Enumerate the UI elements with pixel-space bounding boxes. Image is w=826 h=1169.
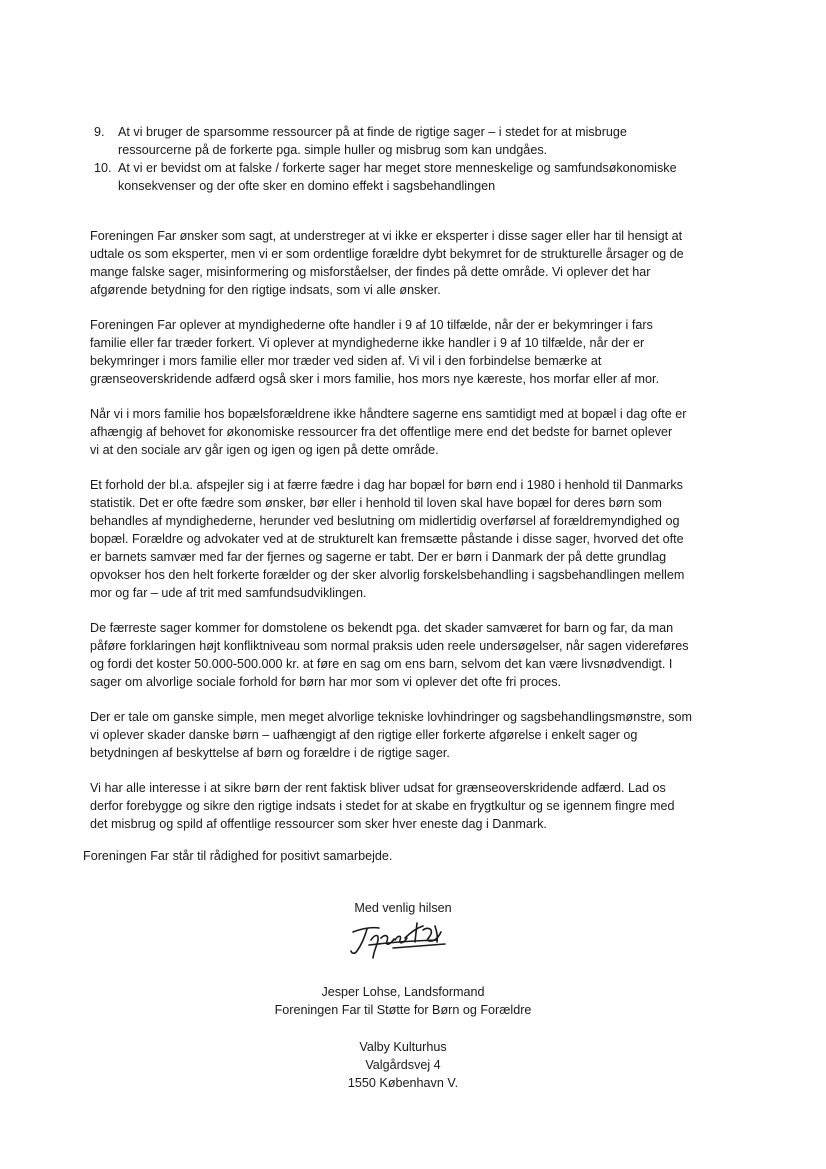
text-line: At vi er bevidst om at falske / forkerte sager har meget store menneskelige og samfundsøkonomiske xyxy=(118,161,677,175)
text-line: sager om alvorlige sociale forhold for børn har mor som vi oplever det ofte fri proces. xyxy=(90,675,562,689)
text-line: påføre forklaringen højt konfliktniveau som normal praksis uden reele undersøgelser, når sagen videreføres xyxy=(90,639,689,653)
text-line: mor og far – ude af trit med samfundsudviklingen. xyxy=(90,586,367,600)
text-line: Når vi i mors familie hos bopælsforældrene ikke håndtere sagerne ens samtidigt med at bopæl i dag ofte er xyxy=(90,407,687,421)
text-line: det misbrug og spild af offentlige ressourcer som sker hver eneste dag i Danmark. xyxy=(90,817,547,831)
greeting: Med venlig hilsen xyxy=(354,901,452,915)
text-line: De færreste sager kommer for domstolene os bekendt pga. det skader samværet for barn og far, da man xyxy=(90,621,674,635)
text-line: grænseoverskridende adfærd også sker i mors familie, hos mors nye kæreste, hos morfar eller af mor. xyxy=(90,372,660,386)
text-line: mange falske sager, misinformering og misforståelser, der findes på dette område. Vi oplever det har xyxy=(90,265,651,279)
paragraph-courts xyxy=(90,619,740,691)
text-line: udtale os som eksperter, men vi er som ordentlige forældre dybt bekymret for de strukturelle årsager og de xyxy=(90,247,684,261)
address-line: Valby Kulturhus xyxy=(359,1040,447,1054)
text-line: Der er tale om ganske simple, men meget alvorlige tekniske lovhindringer og sagsbehandlingsmønstre, som xyxy=(90,710,692,724)
text-line: konsekvenser og der ofte sker en domino effekt i sagsbehandlingen xyxy=(118,179,496,193)
address-line: 1550 København V. xyxy=(347,1076,459,1090)
text-line: vi at den sociale arv går igen og igen og igen på dette område. xyxy=(90,443,439,457)
text-line: behandles af myndighederne, herunder ved beslutning om midlertidig overførsel af forældremyndighed og xyxy=(90,514,680,528)
list-item-text xyxy=(118,159,734,195)
list-item-10 xyxy=(94,159,734,195)
list-item-9 xyxy=(94,123,734,159)
address-line: Valgårdsvej 4 xyxy=(365,1058,441,1072)
text-line: Et forhold der bl.a. afspejler sig i at færre fædre i dag har bopæl for børn end i 1980 i henhold til Danmarks xyxy=(90,478,683,492)
list-item-text xyxy=(118,123,734,159)
text-line: bopæl. Forældre og advokater ved at de strukturelt kan fremsætte påstande i disse sager, hvorved det ofte xyxy=(90,532,684,546)
paragraph-legal-obstacles xyxy=(90,708,740,762)
text-line: og fordi det koster 50.000-500.000 kr. at føre en sag om ens barn, selvom det kan være livsnødvendigt. I xyxy=(90,657,673,671)
list-item-number: 9. xyxy=(94,125,105,139)
closing-line: Foreningen Far står til rådighed for positivt samarbejde. xyxy=(83,849,393,863)
text-line: bekymringer i mors familie eller mor træder ved siden af. Vi vil i den forbindelse bemærke at xyxy=(90,354,602,368)
numbered-list xyxy=(94,123,734,195)
signatory-name-title: Jesper Lohse, Landsformand xyxy=(321,985,485,999)
paragraph-statistics xyxy=(90,476,740,602)
text-line: afhængig af behovet for økonomiske ressourcer fra det offentlige mere end det bedste for barnet oplever xyxy=(90,425,673,439)
signatory-block xyxy=(200,983,606,1019)
paragraph-expertise xyxy=(90,227,740,299)
paragraph-social-inheritance xyxy=(90,405,740,459)
letter-body xyxy=(90,227,740,850)
text-line: At vi bruger de sparsomme ressourcer på at finde de rigtige sager – i stedet for at misbruge xyxy=(118,125,627,139)
text-line: derfor forebygge og sikre den rigtige indsats i stedet for at skabe en frygtkultur og se igennem fingre med xyxy=(90,799,675,813)
text-line: Vi har alle interesse i at sikre børn der rent faktisk bliver udsat for grænseoverskridende adfærd. Lad os xyxy=(90,781,666,795)
paragraph-authorities xyxy=(90,316,740,388)
organization-name: Foreningen Far til Støtte for Børn og Forældre xyxy=(274,1003,532,1017)
handwritten-signature xyxy=(345,918,465,962)
text-line: statistik. Det er ofte fædre som ønsker, bør eller i henhold til loven skal have bopæl for deres børn som xyxy=(90,496,662,510)
text-line: afgørende betydning for den rigtige indsats, som vi alle ønsker. xyxy=(90,283,441,297)
text-line: Foreningen Far oplever at myndighederne ofte handler i 9 af 10 tilfælde, når der er bekymringer i fars xyxy=(90,318,653,332)
list-item-number: 10. xyxy=(94,161,112,175)
text-line: opvokser hos den helt forkerte forælder og der sker alvorlig forskelsbehandling i sagsbehandlingen mellem xyxy=(90,568,685,582)
text-line: ressourcerne på de forkerte pga. simple huller og misbrug som kan undgåes. xyxy=(118,143,548,157)
address-block xyxy=(200,1038,606,1092)
text-line: betydningen af beskyttelse af børn og forældre i de rigtige sager. xyxy=(90,746,450,760)
text-line: vi oplever skader danske børn – uafhængigt af den rigtige eller forkerte afgørelse i enkelt sager og xyxy=(90,728,638,742)
paragraph-prevention xyxy=(90,779,740,833)
text-line: familie eller far træder forkert. Vi oplever at myndighederne ikke handler i 9 af 10 tilfælde, når der er xyxy=(90,336,645,350)
text-line: er barnets samvær med far der fjernes og sagerne er tabt. Der er børn i Danmark der på dette grundlag xyxy=(90,550,667,564)
text-line: Foreningen Far ønsker som sagt, at understreger at vi ikke er eksperter i disse sager eller har til hensigt at xyxy=(90,229,683,243)
